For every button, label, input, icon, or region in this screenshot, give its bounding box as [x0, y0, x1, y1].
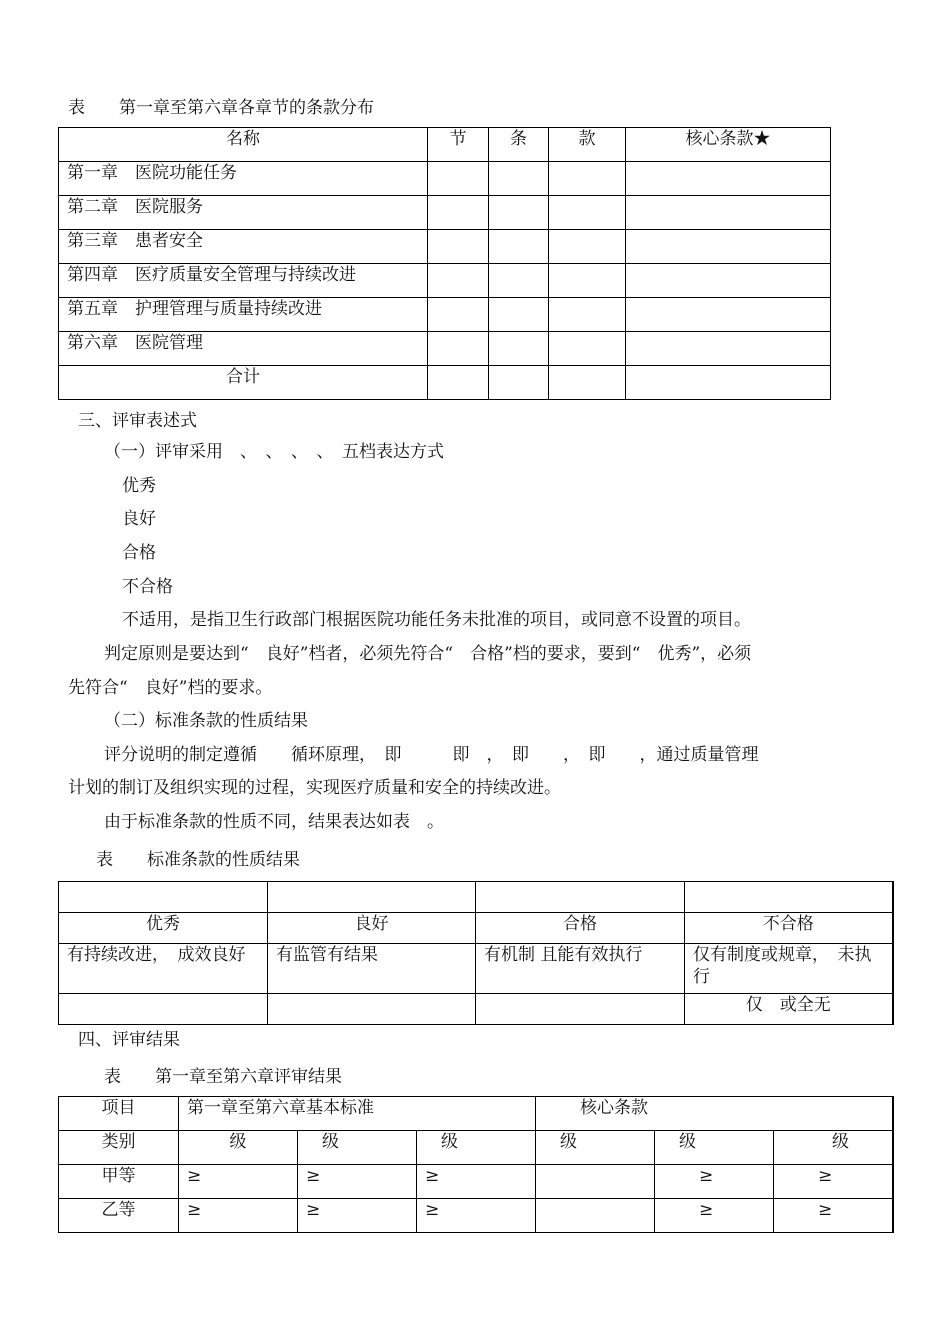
chapter-clause-table	[58, 127, 831, 400]
header-clause: 款	[549, 128, 626, 162]
table-reference: 由于标准条款的性质不同，结果表达如表 。	[104, 812, 444, 832]
chapter-cell: 第六章 医院管理	[59, 332, 428, 366]
section3-sub1: （一）评审采用 、 、 、 、 五档表达方式	[104, 442, 444, 462]
total-label: 合计	[59, 366, 428, 400]
ge-symbol: ≥	[298, 1165, 417, 1199]
section3-sub2: （二）标准条款的性质结果	[104, 711, 308, 731]
chapter-cell: 第五章 护理管理与质量持续改进	[59, 298, 428, 332]
desc-unqualified: 仅有制度或规章， 未执行	[685, 944, 893, 994]
ge-symbol: ≥	[655, 1199, 774, 1233]
pdca-line-1: 评分说明的制定遵循 循环原理， 即 即 ， 即 ， 即 ，通过质量管理	[104, 745, 759, 765]
grade-qualified: 合格	[122, 543, 156, 563]
ge-symbol: ≥	[179, 1165, 298, 1199]
header-article: 条	[489, 128, 549, 162]
table-row	[59, 196, 831, 230]
section3-title: 三、评审表述式	[78, 411, 197, 431]
review-result-table	[58, 1096, 894, 1233]
grade-excellent: 优秀	[122, 476, 156, 496]
header-item: 项目	[59, 1097, 179, 1131]
level-cell: 级	[774, 1131, 893, 1165]
table1-caption: 表 第一章至第六章各章节的条款分布	[68, 98, 374, 118]
level-cell: 级	[417, 1131, 536, 1165]
total-row	[59, 366, 831, 400]
rule-line-2: 先符合“ 良好”档的要求。	[68, 678, 273, 698]
clause-result-table	[58, 881, 894, 1025]
last-unqualified: 仅 或全无	[685, 994, 893, 1025]
header-unqualified: 不合格	[685, 913, 893, 944]
header-qualified: 合格	[476, 913, 685, 944]
chapter-cell: 第一章 医院功能任务	[59, 162, 428, 196]
ge-symbol: ≥	[417, 1165, 536, 1199]
header-core-clause: 核心条款★	[626, 128, 831, 162]
ge-symbol: ≥	[417, 1199, 536, 1233]
level-cell: 级	[179, 1131, 298, 1165]
table-header-row	[59, 128, 831, 162]
table-row	[59, 332, 831, 366]
pdca-line-2: 计划的制订及组织实现的过程，实现医疗质量和安全的持续改进。	[68, 778, 561, 798]
desc-qualified: 有机制 且能有效执行	[476, 944, 685, 994]
table-row	[59, 162, 831, 196]
table-row	[59, 1165, 893, 1199]
header-core-clause: 核心条款	[536, 1097, 893, 1131]
level-cell: 级	[655, 1131, 774, 1165]
grade-name: 甲等	[59, 1165, 179, 1199]
grade-good: 良好	[122, 509, 156, 529]
table-row	[59, 994, 893, 1025]
header-basic-standard: 第一章至第六章基本标准	[179, 1097, 536, 1131]
table-row	[59, 298, 831, 332]
chapter-cell: 第四章 医疗质量安全管理与持续改进	[59, 264, 428, 298]
table-header-row	[59, 913, 893, 944]
grade-name: 乙等	[59, 1199, 179, 1233]
table-row	[59, 230, 831, 264]
chapter-cell: 第二章 医院服务	[59, 196, 428, 230]
rule-line-1: 判定原则是要达到“ 良好”档者，必须先符合“ 合格”档的要求，要到“ 优秀”，必须	[104, 644, 752, 664]
table-header-row	[59, 1097, 893, 1131]
header-name: 名称	[59, 128, 428, 162]
header-section: 节	[428, 128, 489, 162]
not-applicable-text: 不适用，是指卫生行政部门根据医院功能任务未批准的项目，或同意不设置的项目。	[122, 610, 751, 630]
ge-symbol: ≥	[655, 1165, 774, 1199]
table-row	[59, 1199, 893, 1233]
grade-unqualified: 不合格	[122, 577, 173, 597]
ge-symbol: ≥	[298, 1199, 417, 1233]
ge-symbol: ≥	[774, 1165, 893, 1199]
desc-excellent: 有持续改进， 成效良好	[59, 944, 268, 994]
table-row	[59, 944, 893, 994]
level-cell: 级	[536, 1131, 655, 1165]
ge-symbol: ≥	[179, 1199, 298, 1233]
desc-good: 有监管有结果	[268, 944, 476, 994]
section4-title: 四、评审结果	[78, 1030, 180, 1050]
table-row	[59, 882, 893, 913]
header-excellent: 优秀	[59, 913, 268, 944]
table3-caption: 表 第一章至第六章评审结果	[104, 1067, 342, 1087]
level-cell: 级	[298, 1131, 417, 1165]
table-row	[59, 264, 831, 298]
header-good: 良好	[268, 913, 476, 944]
header-category: 类别	[59, 1131, 179, 1165]
table2-caption: 表 标准条款的性质结果	[96, 850, 300, 870]
ge-symbol: ≥	[774, 1199, 893, 1233]
table-subheader-row	[59, 1131, 893, 1165]
chapter-cell: 第三章 患者安全	[59, 230, 428, 264]
